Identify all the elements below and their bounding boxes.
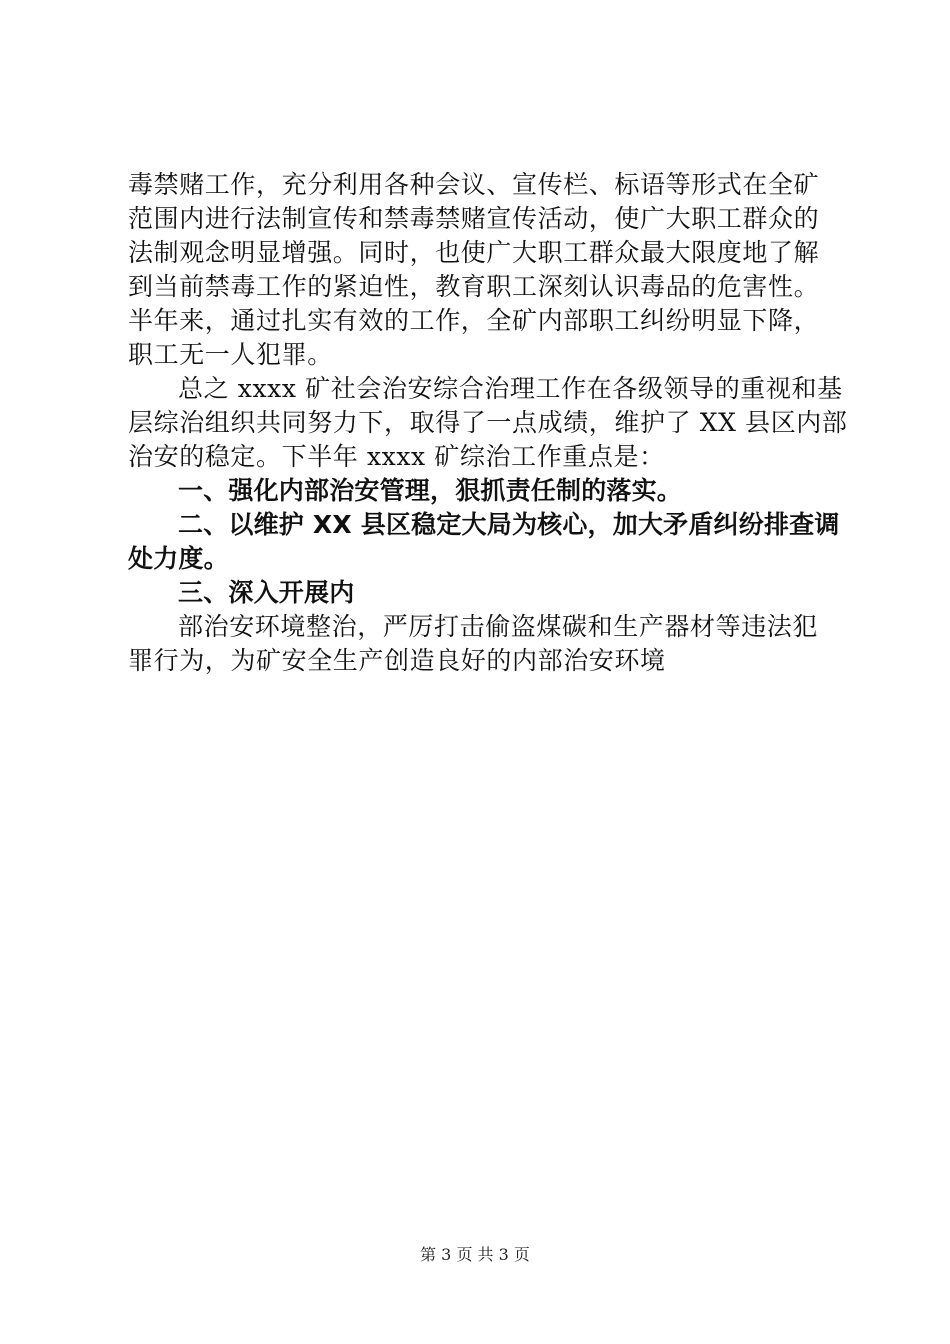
paragraph-2-line-3: 治安的稳定。下半年 xxxx 矿综治工作重点是： — [128, 442, 665, 471]
key-point-2-line-1: 二、以维护 XX 县区稳定大局为核心，加大矛盾纠纷排查调 — [178, 510, 840, 539]
paragraph-1-line-5: 半年来，通过扎实有效的工作，全矿内部职工纠纷明显下降， — [128, 306, 820, 335]
paragraph-6-line-1: 部治安环境整治，严厉打击偷盗煤碳和生产器材等违法犯 — [178, 612, 819, 641]
paragraph-1-line-2: 范围内进行法制宣传和禁毒禁赌宣传活动，使广大职工群众的 — [128, 204, 820, 233]
paragraph-1-line-6: 职工无一人犯罪。 — [128, 340, 333, 369]
page-number-footer: 第 3 页 共 3 页 — [420, 1245, 530, 1264]
key-point-2-line-2: 处力度。 — [128, 544, 229, 573]
paragraph-6-line-2: 罪行为，为矿安全生产创造良好的内部治安环境 — [128, 646, 666, 675]
paragraph-1-line-1: 毒禁赌工作，充分利用各种会议、宣传栏、标语等形式在全矿 — [128, 170, 820, 199]
paragraph-2-line-1: 总之 xxxx 矿社会治安综合治理工作在各级领导的重视和基 — [178, 374, 843, 403]
paragraph-2-line-2: 层综治组织共同努力下，取得了一点成绩，维护了 XX 县区内部 — [128, 408, 848, 437]
paragraph-1-line-4: 到当前禁毒工作的紧迫性，教育职工深刻认识毒品的危害性。 — [128, 272, 820, 301]
key-point-3: 三、深入开展内 — [178, 578, 355, 607]
document-body — [128, 168, 848, 678]
paragraph-1-line-3: 法制观念明显增强。同时，也使广大职工群众最大限度地了解 — [128, 238, 820, 267]
key-point-1: 一、强化内部治安管理，狠抓责任制的落实。 — [178, 476, 683, 505]
